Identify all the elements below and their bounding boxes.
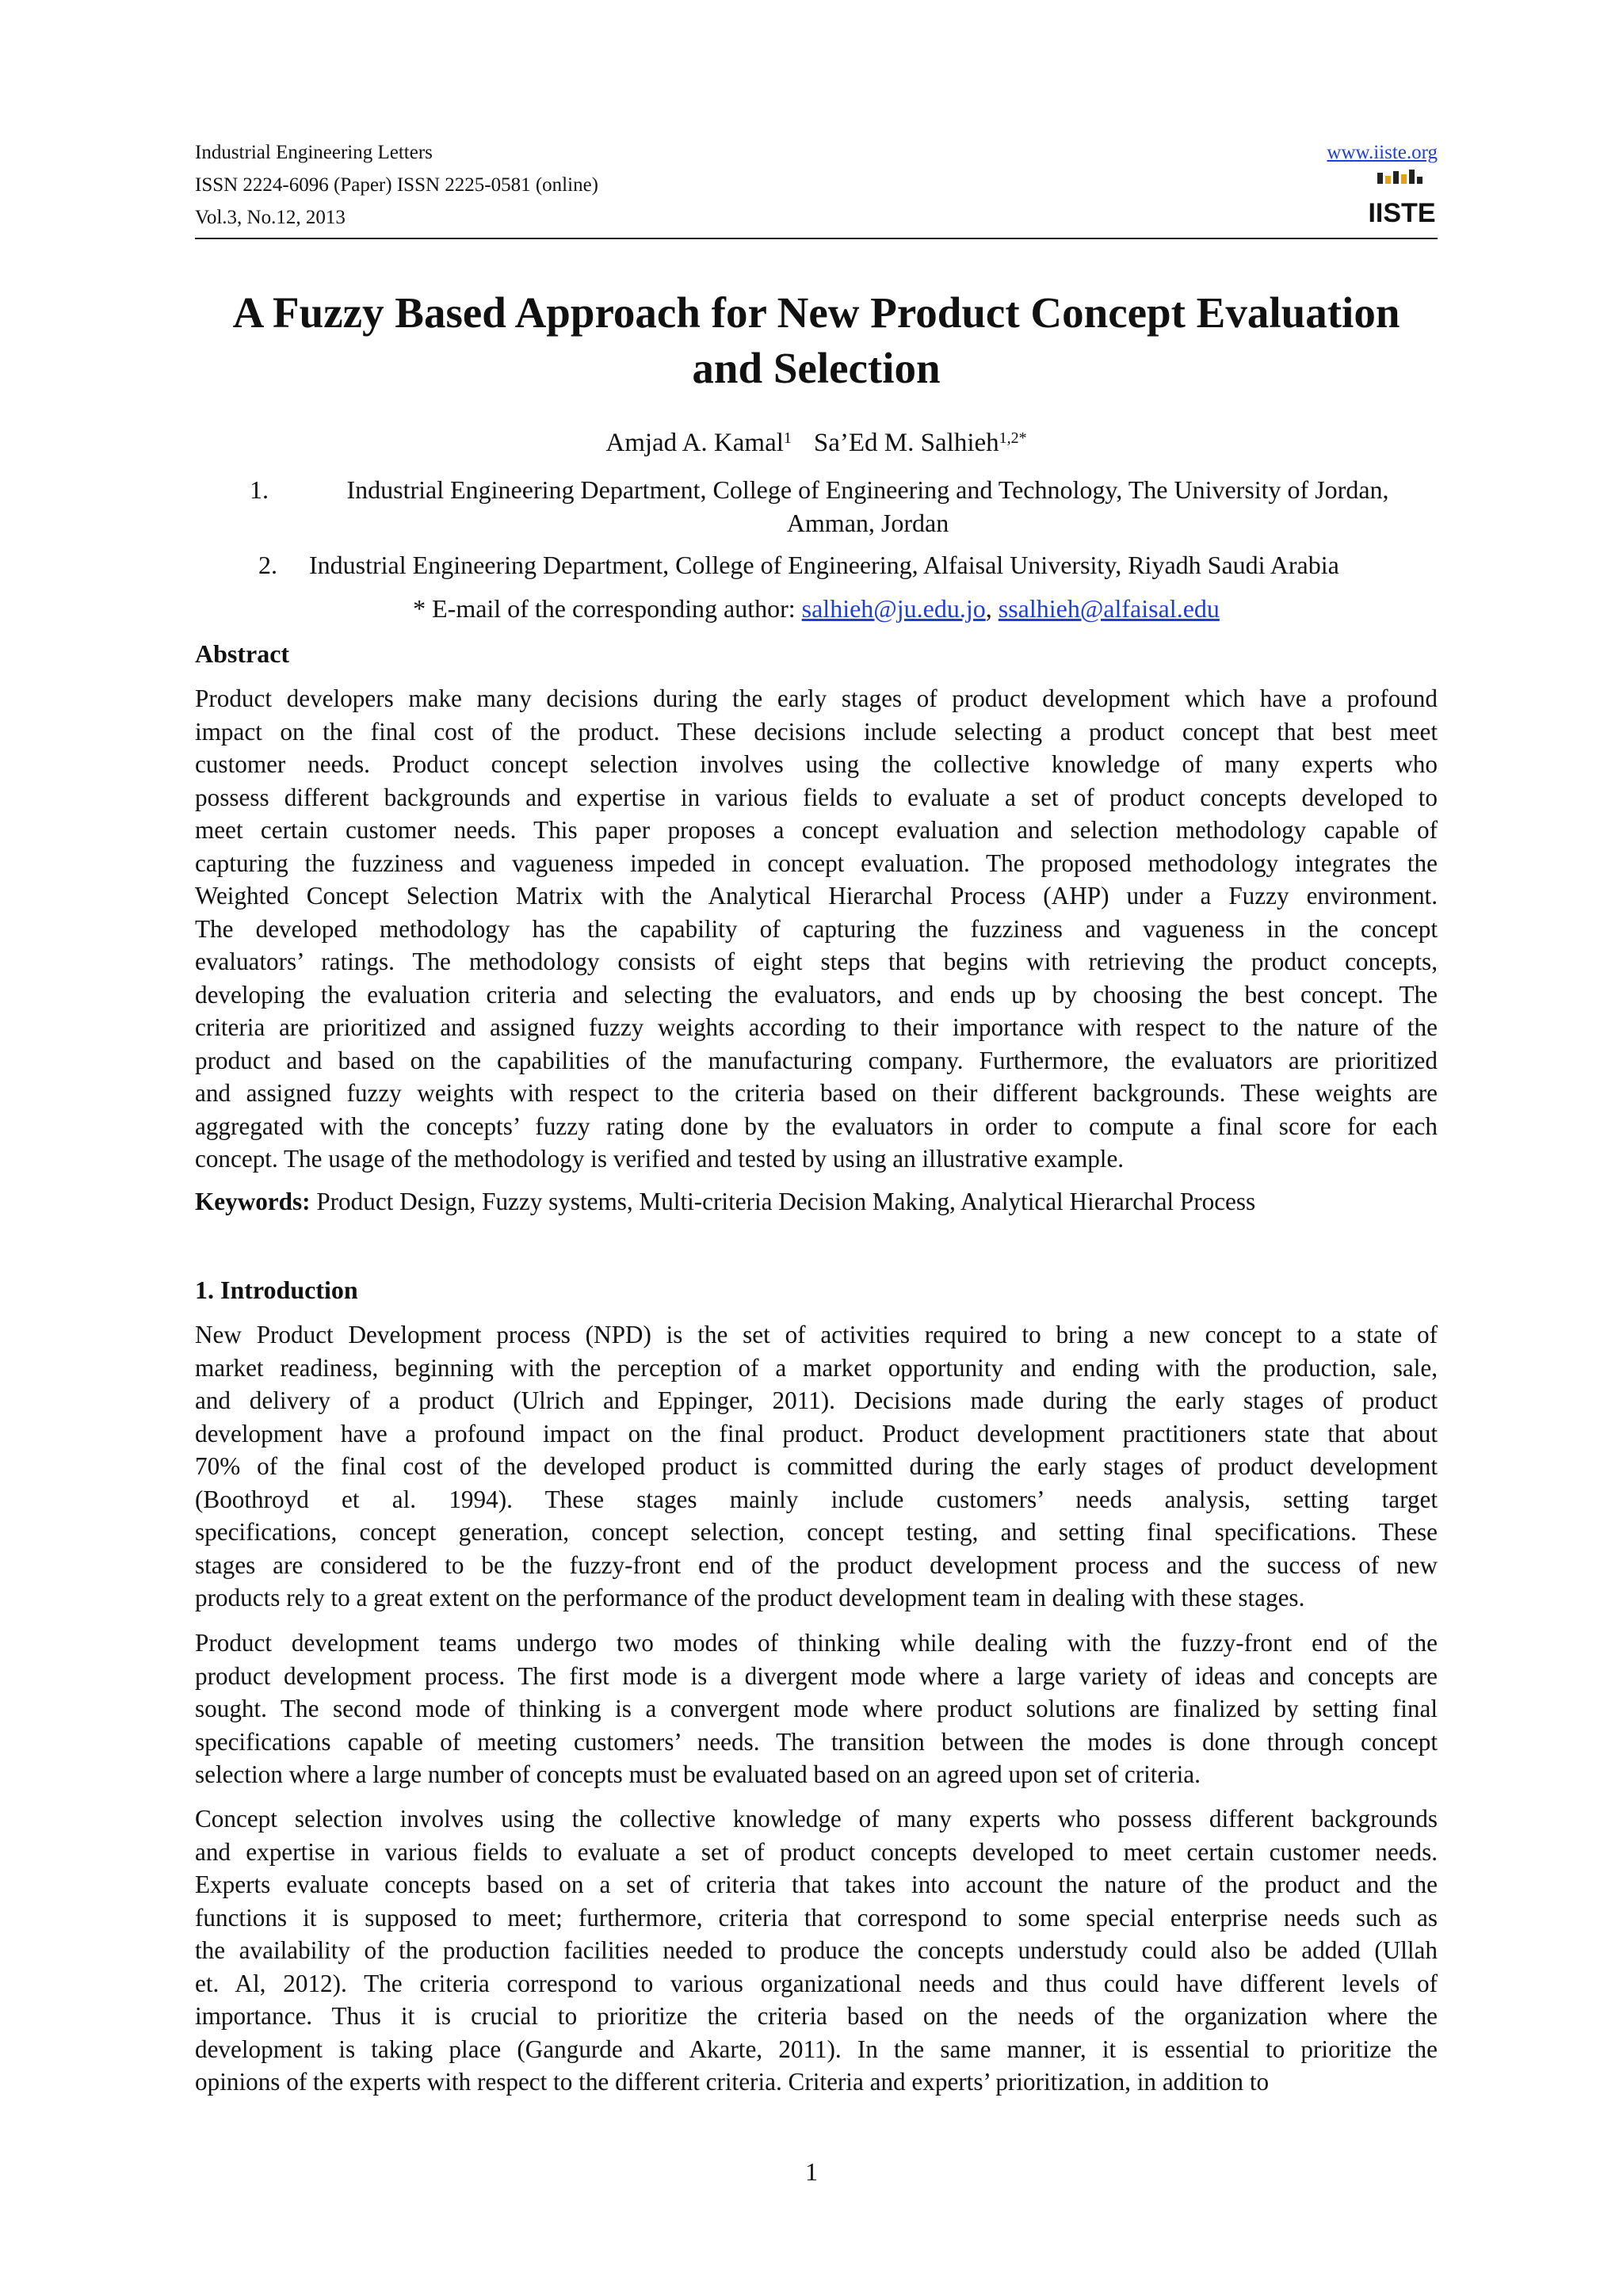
introduction-paragraph-2 <box>195 1627 1438 1791</box>
email-prefix: * E-mail of the corresponding author: <box>413 594 802 623</box>
text-line: capturing the fuzziness and vagueness impeded in concept evaluation. The proposed methodology integrates the <box>195 849 1438 877</box>
affiliation-1-line-2: Amman, Jordan <box>786 509 949 537</box>
iiste-logo-icon <box>1368 170 1436 228</box>
text-line: product and based on the capabilities of the manufacturing company. Furthermore, the evaluators are prioritized <box>195 1046 1438 1074</box>
text-line: product development process. The first mode is a divergent mode where a large variety of ideas and concepts are <box>195 1661 1438 1690</box>
text-line: criteria are prioritized and assigned fuzzy weights according to their importance with respect to the nature of the <box>195 1013 1438 1041</box>
text-line: specifications, concept generation, concept selection, concept testing, and setting final specifications. These <box>195 1518 1438 1546</box>
svg-text:IISTE: IISTE <box>1368 198 1436 228</box>
text-line: stages are considered to be the fuzzy-front end of the product development process and the success of new <box>195 1550 1438 1579</box>
text-line: aggregated with the concepts’ fuzzy rating done by the evaluators in order to compute a final score for each <box>195 1112 1438 1140</box>
text-line: products rely to a great extent on the performance of the product development team in dealing with these stages. <box>195 1584 1305 1611</box>
text-line: 70% of the final cost of the developed product is committed during the early stages of product development <box>195 1452 1438 1480</box>
journal-issn: ISSN 2224-6096 (Paper) ISSN 2225-0581 (online) <box>195 174 598 196</box>
journal-header <box>195 136 598 234</box>
corresponding-email <box>195 592 1438 625</box>
text-line: Weighted Concept Selection Matrix with the Analytical Hierarchal Process (AHP) under a Fuzzy environment. <box>195 882 1438 910</box>
journal-volume: Vol.3, No.12, 2013 <box>195 207 346 228</box>
paper-title <box>195 285 1438 396</box>
text-line: et. Al, 2012). The criteria correspond to various organizational needs and thus could have different levels of <box>195 1969 1438 1997</box>
text-line: opinions of the experts with respect to the different criteria. Criteria and experts’ prioritization, in addition to <box>195 2068 1270 2096</box>
text-line: importance. Thus it is crucial to prioritize the criteria based on the needs of the organization where the <box>195 2002 1438 2030</box>
text-line: development is taking place (Gangurde and Akarte, 2011). In the same manner, it is essential to prioritize the <box>195 2035 1438 2063</box>
text-line: sought. The second mode of thinking is a convergent mode where product solutions are finalized by setting final <box>195 1695 1438 1722</box>
author-1-name: Amjad A. Kamal <box>605 429 784 457</box>
text-line: The developed methodology has the capability of capturing the fuzziness and vagueness in the concept <box>195 914 1438 943</box>
text-line: market readiness, beginning with the perception of a market opportunity and ending with the production, sale, <box>195 1353 1438 1382</box>
text-line: and assigned fuzzy weights with respect to the criteria based on their different backgrounds. These weights are <box>195 1079 1438 1107</box>
author-1-affil: 1 <box>783 429 792 447</box>
text-line: (Boothroyd et al. 1994). These stages mainly include customers’ needs analysis, setting target <box>195 1485 1438 1513</box>
text-line: functions it is supposed to meet; furthermore, criteria that correspond to some special enterprise needs such as <box>195 1903 1438 1932</box>
journal-name: Industrial Engineering Letters <box>195 142 433 163</box>
text-line: possess different backgrounds and expertise in various fields to evaluate a set of product concepts developed to <box>195 783 1438 811</box>
author-2-affil: 1,2* <box>999 429 1027 447</box>
affiliation-1-number: 1. <box>250 475 269 504</box>
introduction-paragraph-3 <box>195 1802 1438 2099</box>
email-link-1[interactable]: salhieh@ju.edu.jo <box>801 594 986 623</box>
text-line: developing the evaluation criteria and selecting the evaluators, and ends up by choosing the best concept. The <box>195 980 1438 1009</box>
author-2-name: Sa’Ed M. Salhieh <box>813 429 999 457</box>
text-line: selection where a large number of concepts must be evaluated based on an agreed upon set of criteria. <box>195 1760 1201 1788</box>
text-line: impact on the final cost of the product. These decisions include selecting a product concept that best meet <box>195 717 1438 746</box>
abstract-body <box>195 682 1438 1176</box>
text-line: the availability of the production facilities needed to produce the concepts understudy could also be added (Ullah <box>195 1936 1438 1964</box>
text-line: and delivery of a product (Ulrich and Eppinger, 2011). Decisions made during the early stages of product <box>195 1386 1438 1414</box>
text-line: concept. The usage of the methodology is verified and tested by using an illustrative example. <box>195 1145 1125 1173</box>
header-divider <box>195 238 1438 239</box>
keywords <box>195 1185 1255 1219</box>
text-line: evaluators’ ratings. The methodology consists of eight steps that begins with retrieving the product concepts, <box>195 948 1438 975</box>
text-line: specifications capable of meeting customers’ needs. The transition between the modes is done through concept <box>195 1727 1438 1756</box>
text-line: and expertise in various fields to evaluate a set of product concepts developed to meet certain customer needs. <box>195 1837 1438 1866</box>
text-line: New Product Development process (NPD) is the set of activities required to bring a new concept to a state of <box>195 1321 1438 1348</box>
email-separator: , <box>985 594 999 623</box>
affiliation-2-number: 2. <box>258 551 277 579</box>
affiliation-2-text: Industrial Engineering Department, College of Engineering, Alfaisal University, Riyadh Saudi Arabia <box>309 551 1339 579</box>
text-line: customer needs. Product concept selection involves using the collective knowledge of many experts who <box>195 750 1438 778</box>
keywords-text: Product Design, Fuzzy systems, Multi-criteria Decision Making, Analytical Hierarchal Process <box>310 1188 1256 1215</box>
introduction-paragraph-1 <box>195 1318 1438 1615</box>
keywords-label: Keywords: <box>195 1188 311 1215</box>
text-line: meet certain customer needs. This paper proposes a concept evaluation and selection methodology capable of <box>195 816 1438 844</box>
text-line: development have a profound impact on the final product. Product development practitioners state that about <box>195 1419 1438 1447</box>
abstract-heading: Abstract <box>195 639 290 668</box>
title-line-1: A Fuzzy Based Approach for New Product Concept Evaluation <box>232 288 1400 337</box>
page-number: 1 <box>805 2157 818 2186</box>
text-line: Product developers make many decisions during the early stages of product development which have a profound <box>195 685 1438 712</box>
author-list <box>195 425 1438 460</box>
text-line: Concept selection involves using the collective knowledge of many experts who possess different backgrounds <box>195 1805 1438 1833</box>
text-line: Product development teams undergo two modes of thinking while dealing with the fuzzy-front end of the <box>195 1629 1438 1657</box>
email-link-2[interactable]: ssalhieh@alfaisal.edu <box>998 594 1220 623</box>
title-line-2: and Selection <box>692 344 941 392</box>
affiliation-1-line-1: Industrial Engineering Department, College of Engineering and Technology, The University of Jordan, <box>346 475 1389 504</box>
text-line: Experts evaluate concepts based on a set of criteria that takes into account the nature of the product and the <box>195 1871 1438 1898</box>
journal-url-link[interactable]: www.iiste.org <box>1327 142 1438 163</box>
introduction-heading: 1. Introduction <box>195 1276 358 1304</box>
